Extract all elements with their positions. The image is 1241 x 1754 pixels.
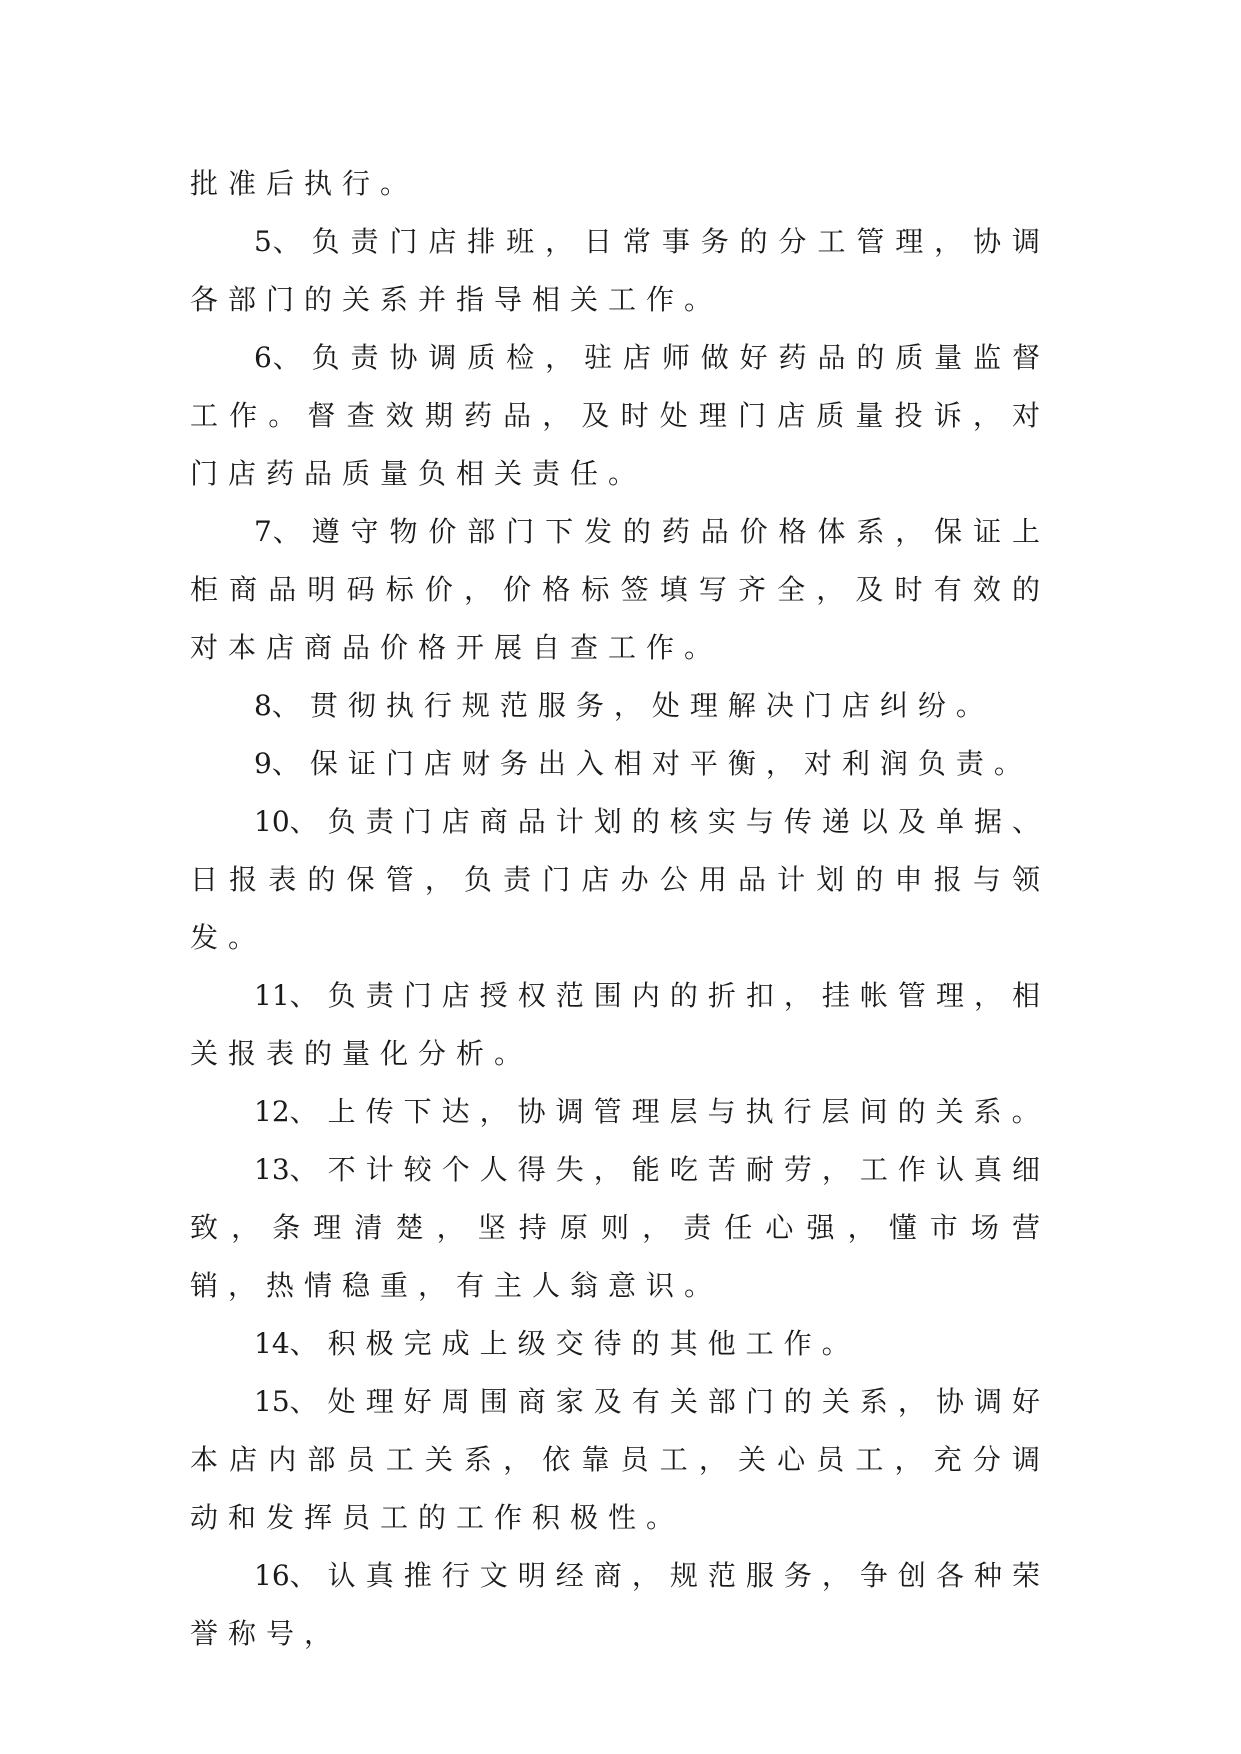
paragraph-text: 、不计较个人得失，能吃苦耐劳，工作认真细致，条理清楚，坚持原则，责任心强，懂市场营销，热情稳重，有主人翁意识。: [190, 1153, 1050, 1302]
item-number: 6: [254, 341, 272, 374]
document-body: [190, 155, 1050, 1663]
paragraph: [190, 1547, 1050, 1663]
item-number: 16: [254, 1559, 290, 1592]
item-number: 9: [254, 747, 272, 780]
paragraph: [190, 1315, 1050, 1373]
paragraph-text: 、负责门店排班，日常事务的分工管理，协调各部门的关系并指导相关工作。: [190, 225, 1050, 316]
paragraph-text: 、认真推行文明经商，规范服务，争创各种荣誉称号，: [190, 1559, 1050, 1650]
paragraph-text: 、处理好周围商家及有关部门的关系，协调好本店内部员工关系，依靠员工，关心员工，充分调动和发挥员工的工作积极性。: [190, 1385, 1050, 1534]
paragraph: [190, 793, 1050, 967]
item-number: 12: [254, 1095, 290, 1128]
paragraph: [190, 503, 1050, 677]
paragraph-text: 批准后执行。: [190, 167, 419, 200]
paragraph: [190, 213, 1050, 329]
paragraph: [190, 1373, 1050, 1547]
paragraph: [190, 1141, 1050, 1315]
item-number: 10: [254, 805, 290, 838]
paragraph-text: 、负责协调质检，驻店师做好药品的质量监督工作。督查效期药品，及时处理门店质量投诉，对门店药品质量负相关责任。: [190, 341, 1050, 490]
item-number: 8: [254, 689, 272, 722]
item-number: 15: [254, 1385, 290, 1418]
paragraph: [190, 1083, 1050, 1141]
paragraph-text: 、遵守物价部门下发的药品价格体系，保证上柜商品明码标价，价格标签填写齐全，及时有效的对本店商品价格开展自查工作。: [190, 515, 1050, 664]
item-number: 13: [254, 1153, 290, 1186]
paragraph-text: 、贯彻执行规范服务，处理解决门店纠纷。: [271, 689, 994, 722]
item-number: 7: [254, 515, 272, 548]
paragraph: [190, 677, 1050, 735]
paragraph-text: 、积极完成上级交待的其他工作。: [289, 1327, 860, 1360]
paragraph-text: 、负责门店商品计划的核实与传递以及单据、日报表的保管，负责门店办公用品计划的申报与领发。: [190, 805, 1050, 954]
paragraph: [190, 967, 1050, 1083]
item-number: 14: [254, 1327, 290, 1360]
item-number: 11: [254, 979, 290, 1012]
paragraph-text: 、保证门店财务出入相对平衡，对利润负责。: [271, 747, 1032, 780]
paragraph: [190, 155, 1050, 213]
paragraph: [190, 329, 1050, 503]
item-number: 5: [254, 225, 272, 258]
paragraph-text: 、负责门店授权范围内的折扣，挂帐管理，相关报表的量化分析。: [190, 979, 1050, 1070]
paragraph: [190, 735, 1050, 793]
paragraph-text: 、上传下达，协调管理层与执行层间的关系。: [289, 1095, 1050, 1128]
